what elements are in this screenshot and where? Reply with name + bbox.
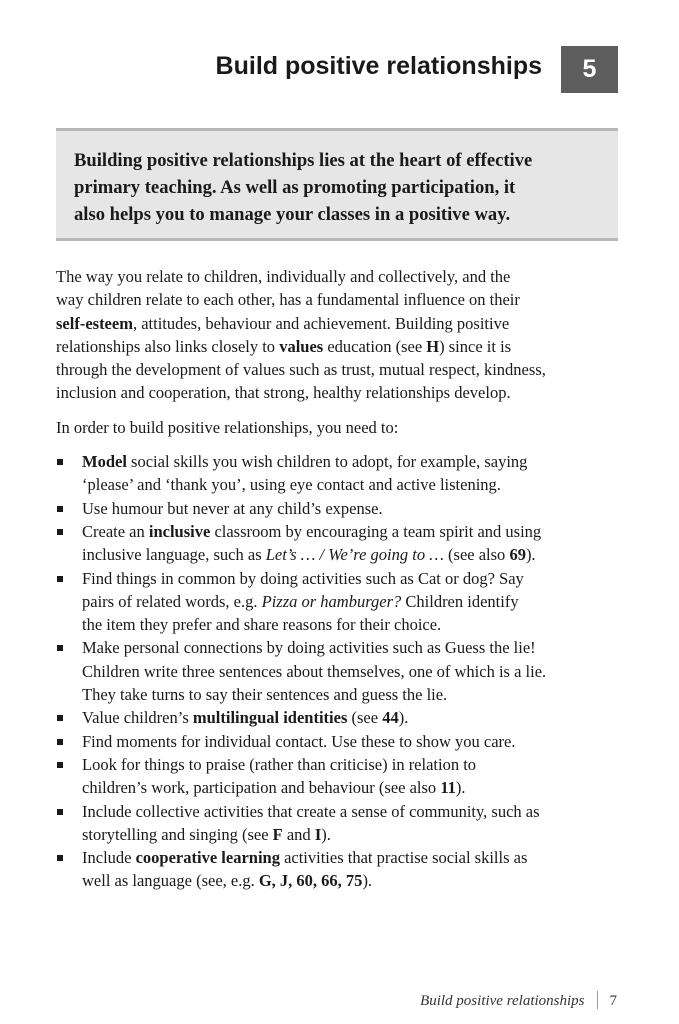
intro-line: primary teaching. As well as promoting participation, it: [74, 177, 516, 198]
cross-reference: H: [426, 336, 440, 356]
list-item: [56, 730, 620, 753]
bullet-marker: [57, 576, 63, 582]
text-run: Look for things to praise (rather than criticise) in relation to: [82, 754, 477, 774]
text-run: Find moments for individual contact. Use these to show you care.: [82, 731, 516, 751]
body-paragraph: [56, 265, 620, 405]
bullet-marker: [57, 809, 63, 815]
list-item: [56, 450, 620, 497]
page-number: 7: [609, 993, 617, 1009]
example-phrase: Pizza or hamburger?: [261, 591, 402, 611]
list-item: [56, 753, 620, 800]
key-term-values: values: [279, 336, 324, 356]
cross-reference: F: [272, 824, 283, 844]
page-header: [0, 46, 679, 94]
text-run: well as language (see, e.g.: [82, 871, 259, 891]
text-run: the item they prefer and share reasons for their choice.: [82, 615, 442, 635]
footer-divider: [597, 991, 598, 1009]
text-run: storytelling and singing (see: [82, 824, 273, 844]
text-run: Use humour but never at any child’s expense.: [82, 498, 383, 518]
bullet-marker: [57, 762, 63, 768]
text-run: ) since it is: [439, 336, 512, 356]
text-run: They take turns to say their sentences and guess the lie.: [82, 685, 448, 705]
list-item: [56, 497, 620, 520]
text-run: inclusive language, such as: [82, 545, 266, 565]
text-run: activities that practise social skills as: [279, 848, 528, 868]
text-run: through the development of values such as trust, mutual respect, kindness,: [56, 360, 546, 380]
text-run: ).: [362, 871, 373, 891]
key-term: inclusive: [148, 521, 211, 541]
list-item: [56, 846, 620, 893]
intro-line: Building positive relationships lies at the heart of effective: [74, 150, 533, 171]
text-run: (see also: [443, 545, 510, 565]
text-run: Children write three sentences about themselves, one of which is a lie.: [82, 661, 547, 681]
text-run: ‘please’ and ‘thank you’, using eye contact and active listening.: [82, 475, 501, 495]
key-term: cooperative learning: [135, 848, 280, 868]
page-footer: [420, 991, 617, 1010]
cross-reference: I: [314, 824, 322, 844]
text-run: Include collective activities that create a sense of community, such as: [82, 801, 540, 821]
text-run: (see: [347, 708, 383, 728]
intro-line: also helps you to manage your classes in a positive way.: [74, 204, 511, 225]
text-run: , attitudes, behaviour and achievement. Building positive: [132, 313, 510, 333]
page-title: Build positive relationships: [215, 52, 542, 80]
text-run: ).: [455, 778, 466, 798]
bullet-marker: [57, 645, 63, 651]
cross-reference: 11: [440, 778, 456, 798]
bullet-marker: [57, 739, 63, 745]
list-item: [56, 706, 620, 729]
text-run: social skills you wish children to adopt, for example, saying: [126, 452, 528, 472]
bullet-marker: [57, 529, 63, 535]
example-phrase: Let’s … / We’re going to …: [265, 545, 444, 565]
bullet-marker: [57, 715, 63, 721]
list-item: [56, 800, 620, 847]
text-run: The way you relate to children, individually and collectively, and the: [56, 267, 511, 286]
list-item: [56, 636, 620, 706]
list-item: [56, 567, 620, 637]
intro-text: [74, 147, 600, 228]
chapter-number-badge: 5: [561, 46, 618, 93]
list-item: [56, 520, 620, 567]
text-run: Find things in common by doing activities such as Cat or dog? Say: [82, 568, 524, 588]
cross-reference: 44: [382, 708, 399, 728]
text-run: classroom by encouraging a team spirit and using: [210, 521, 542, 541]
text-run: ).: [321, 824, 331, 844]
text-run: education (see: [323, 336, 427, 356]
main-content: [56, 265, 620, 893]
text-run: Make personal connections by doing activities such as Guess the lie!: [82, 638, 536, 658]
text-run: Include: [82, 848, 136, 868]
bullet-marker: [57, 855, 63, 861]
text-run: children’s work, participation and behaviour (see also: [82, 778, 441, 798]
bullet-marker: [57, 459, 63, 465]
bullet-list: [56, 450, 620, 893]
bullet-marker: [57, 506, 63, 512]
text-run: relationships also links closely to: [56, 336, 280, 356]
intro-box: [56, 128, 618, 241]
text-run: ).: [525, 545, 536, 565]
cross-reference: 69: [509, 545, 526, 565]
text-run: inclusion and cooperation, that strong, healthy relationships develop.: [56, 383, 511, 403]
text-run: way children relate to each other, has a fundamental influence on their: [56, 290, 520, 310]
text-run: Children identify: [401, 591, 519, 611]
text-run: Value children’s: [82, 708, 193, 728]
text-run: and: [282, 824, 315, 844]
key-term: Model: [82, 452, 127, 472]
key-term-self-esteem: self-esteem: [56, 313, 133, 333]
text-run: ).: [398, 708, 409, 728]
key-term: multilingual identities: [192, 708, 348, 728]
lead-in-paragraph: In order to build positive relationships, you need to:: [56, 417, 399, 437]
cross-reference: G, J, 60, 66, 75: [258, 871, 363, 891]
text-run: pairs of related words, e.g.: [82, 591, 262, 611]
running-title: Build positive relationships: [420, 993, 585, 1009]
text-run: Create an: [82, 521, 149, 541]
